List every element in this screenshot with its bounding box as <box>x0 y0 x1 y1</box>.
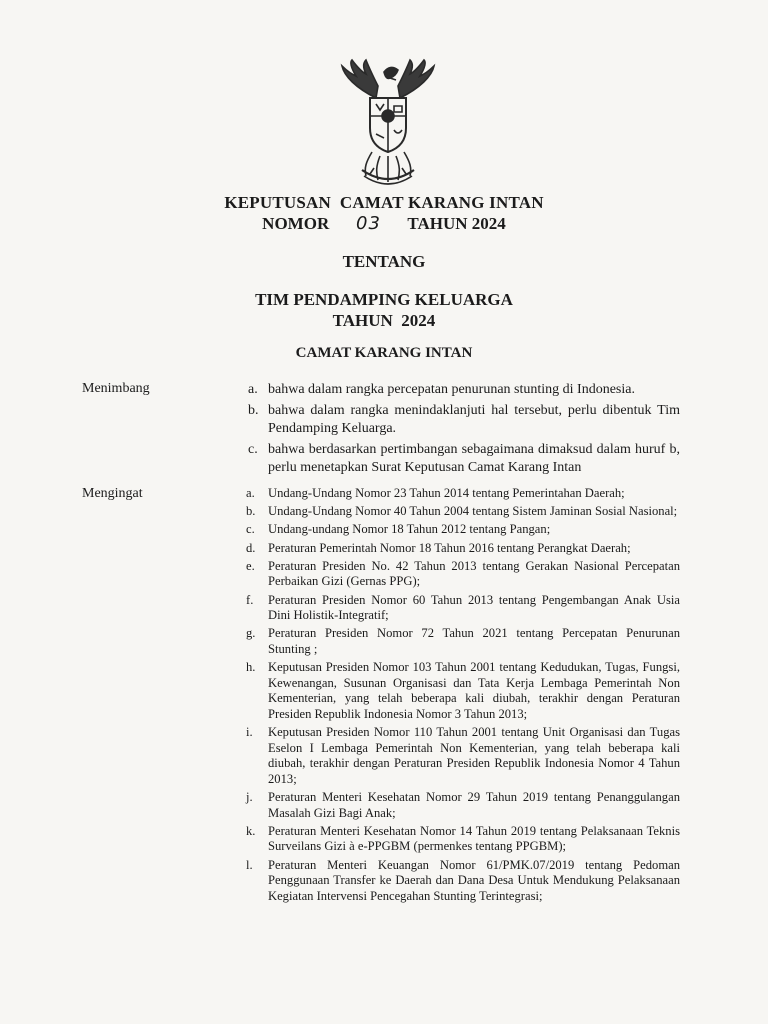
authority-heading: CAMAT KARANG INTAN <box>295 345 473 361</box>
nomor-value: 03 <box>356 213 381 234</box>
mengingat-item-k <box>246 824 680 855</box>
tentang-heading: TENTANG <box>342 252 426 271</box>
mengingat-item-i <box>246 725 680 787</box>
subject-line-1: TIM PENDAMPING KELUARGA <box>255 290 513 309</box>
menimbang-item-c <box>248 441 680 478</box>
mengingat-item-b <box>246 504 680 520</box>
item-text: bahwa dalam rangka percepatan penurunan stunting di Indonesia. <box>268 382 635 397</box>
item-text: Undang-undang Nomor 18 Tahun 2012 tentang Pangan; <box>268 522 551 537</box>
menimbang-label: Menimbang <box>82 381 150 396</box>
item-marker: e. <box>246 558 255 573</box>
item-marker: c. <box>246 522 255 537</box>
mengingat-item-j <box>246 790 680 821</box>
mengingat-item-f <box>246 593 680 624</box>
item-marker: b. <box>246 504 256 519</box>
item-marker: i. <box>246 725 253 740</box>
menimbang-list <box>248 381 680 480</box>
nomor-label: NOMOR <box>262 214 330 233</box>
item-marker: a. <box>246 486 255 500</box>
mengingat-item-a <box>246 486 680 502</box>
mengingat-list <box>246 486 680 907</box>
item-text: Peraturan Menteri Keuangan Nomor 61/PMK.07/2019 tentang Pedoman Penggunaan Transfer ke Daerah dan Dana Desa Untuk Mendukung Pelaksanaan Kegiatan Intervensi Pencegahan Stunting Terintegrasi; <box>268 857 680 903</box>
item-text: bahwa dalam rangka menindaklanjuti hal tersebut, perlu dibentuk Tim Pendamping Keluarga. <box>268 402 680 436</box>
mengingat-item-e <box>246 559 680 590</box>
item-text: Peraturan Pemerintah Nomor 18 Tahun 2016 tentang Perangkat Daerah; <box>268 540 631 555</box>
item-text: bahwa berdasarkan pertimbangan sebagaimana dimaksud dalam huruf b, perlu menetapkan Surat Keputusan Camat Karang Intan <box>268 441 680 475</box>
mengingat-item-g <box>246 626 680 657</box>
item-text: Peraturan Presiden Nomor 72 Tahun 2021 tentang Percepatan Penurunan Stunting ; <box>268 626 680 656</box>
item-marker: c. <box>248 441 258 457</box>
mengingat-item-h <box>246 660 680 722</box>
tahun-label: TAHUN 2024 <box>407 214 506 233</box>
mengingat-item-c <box>246 522 680 538</box>
item-text: Undang-Undang Nomor 23 Tahun 2014 tentang Pemerintahan Daerah; <box>268 486 625 500</box>
item-text: Peraturan Presiden Nomor 60 Tahun 2013 tentang Pengembangan Anak Usia Dini Holistik-Integratif; <box>268 592 680 623</box>
menimbang-item-a <box>248 381 680 400</box>
mengingat-label: Mengingat <box>82 486 143 501</box>
item-marker: g. <box>246 626 256 641</box>
decree-number-line <box>0 213 768 234</box>
item-text: Peraturan Presiden No. 42 Tahun 2013 tentang Gerakan Nasional Percepatan Perbaikan Gizi (Gernas PPG); <box>268 558 680 589</box>
item-text: Undang-Undang Nomor 40 Tahun 2004 tentang Sistem Jaminan Sosial Nasional; <box>268 504 678 519</box>
item-marker: a. <box>248 382 258 397</box>
item-marker: h. <box>246 660 256 675</box>
item-text: Keputusan Presiden Nomor 110 Tahun 2001 tentang Unit Organisasi dan Tugas Eselon I Lembaga Pemerintah Non Kementerian, yang telah beberapa kali diubah, terakhir dengan Peraturan Presiden Republik Indonesia Nomor 4 Tahun 2013; <box>268 725 680 786</box>
menimbang-item-b <box>248 402 680 439</box>
item-marker: l. <box>246 857 253 872</box>
item-marker: j. <box>246 790 253 805</box>
item-text: Keputusan Presiden Nomor 103 Tahun 2001 tentang Kedudukan, Tugas, Fungsi, Kewenangan, Susunan Organisasi dan Tata Kerja Lembaga Pemerintah Non Kementerian, yang telah beberapa kali diubah, terakhir dengan Peraturan Presiden Republik Indonesia Nomor 3 Tahun 2013; <box>268 660 680 721</box>
item-text: Peraturan Menteri Kesehatan Nomor 14 Tahun 2019 tentang Pelaksanaan Teknis Surveilans Gizi à e-PPGBM (permenkes tentang PPGBM); <box>268 823 680 854</box>
item-marker: b. <box>248 402 259 418</box>
item-marker: d. <box>246 540 256 555</box>
garuda-emblem-icon <box>336 58 440 190</box>
item-text: Peraturan Menteri Kesehatan Nomor 29 Tahun 2019 tentang Penanggulangan Masalah Gizi Bagi Anak; <box>268 790 680 820</box>
item-marker: k. <box>246 823 256 838</box>
mengingat-item-l <box>246 858 680 905</box>
decree-title: KEPUTUSAN CAMAT KARANG INTAN <box>224 193 544 212</box>
item-marker: f. <box>246 592 254 607</box>
subject-line-2: TAHUN 2024 <box>332 311 436 330</box>
mengingat-item-d <box>246 541 680 557</box>
